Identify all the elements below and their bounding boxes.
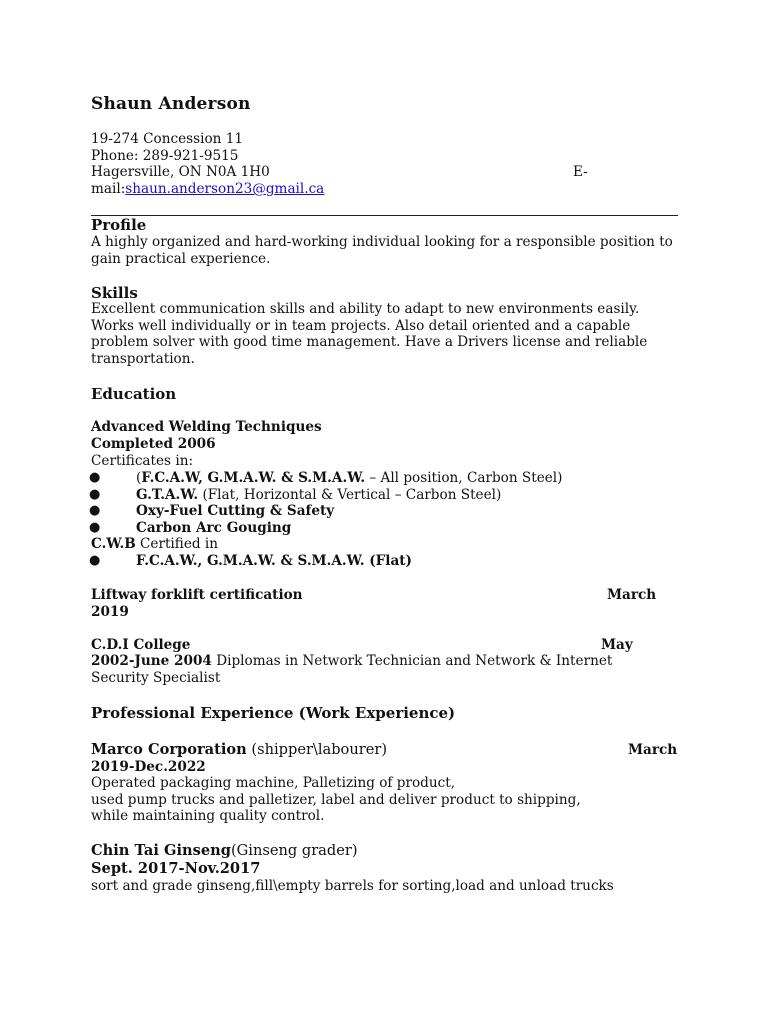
email-prefix-a: E-: [573, 164, 588, 180]
job-dates: Sept. 2017-Nov.2017: [91, 860, 261, 877]
email-line: [91, 181, 324, 198]
job-duty: while maintaining quality control.: [91, 808, 325, 824]
address: 19-274 Concession 11: [91, 131, 244, 147]
job-duty: used pump trucks and palletizer, label and deliver product to shipping,: [91, 792, 581, 808]
job-company: Marco Corporation: [91, 741, 247, 758]
college-desc: Diplomas in Network Technician and Network & Internet: [211, 653, 613, 669]
cert-name: Carbon Arc Gouging: [136, 520, 292, 536]
email-link[interactable]: shaun.anderson23@gmail.ca: [125, 181, 325, 197]
bullet: ●: [89, 470, 101, 485]
college-dates: 2002-June 2004: [91, 653, 212, 669]
profile-text: A highly organized and hard-working individual looking for a responsible position to gain practical experience.: [91, 234, 673, 267]
cert-open: (: [136, 470, 142, 486]
skills-text: Excellent communication skills and ability to adapt to new environments easily. Works well individually or in team projects. Also detail oriented and a capable problem solver with good time management. Have a Drivers license and reliable transportation.: [91, 301, 648, 367]
email-prefix-b: mail:: [91, 181, 126, 197]
cert-name: Oxy-Fuel Cutting & Safety: [136, 503, 335, 519]
skills-heading: Skills: [91, 284, 138, 302]
cert-detail: (Flat, Horizontal & Vertical – Carbon Steel): [198, 487, 502, 503]
job-title-line: [91, 842, 358, 859]
job-duty: Operated packaging machine, Palletizing of product,: [91, 775, 456, 791]
cwb-label: C.W.B: [91, 536, 136, 552]
job-company: Chin Tai Ginseng: [91, 842, 231, 859]
profile-heading: Profile: [91, 216, 147, 234]
education-heading: Education: [91, 385, 177, 403]
job-month: March: [628, 742, 678, 758]
cwb-cert: F.C.A.W., G.M.A.W. & S.M.A.W. (Flat): [136, 553, 412, 569]
cert-name: G.T.A.W.: [136, 487, 199, 503]
forklift-title: Liftway forklift certification: [91, 587, 303, 603]
forklift-year: 2019: [91, 604, 129, 620]
welding-title: Advanced Welding Techniques: [91, 419, 322, 435]
experience-heading: Professional Experience (Work Experience): [91, 704, 456, 722]
job-role: (shipper\labourer): [246, 741, 388, 758]
cert-name: F.C.A.W, G.M.A.W. & S.M.A.W.: [141, 470, 366, 486]
college-desc-cont: Security Specialist: [91, 670, 221, 686]
job-role: (Ginseng grader): [230, 842, 358, 859]
bullet: ●: [89, 503, 101, 518]
college-dates-line: [91, 653, 612, 670]
job-duty: sort and grade ginseng,fill\empty barrels for sorting,load and unload trucks: [91, 878, 614, 894]
bullet: ●: [89, 520, 101, 535]
job-dates: 2019-Dec.2022: [91, 759, 206, 775]
welding-completed: Completed 2006: [91, 436, 216, 452]
bullet: ●: [89, 553, 101, 568]
job-title-line: [91, 741, 387, 758]
college-month: May: [601, 637, 633, 653]
cwb-line: [91, 536, 218, 553]
cert-detail: – All position, Carbon Steel): [365, 470, 563, 486]
header-divider: [91, 215, 678, 216]
college-title: C.D.I College: [91, 637, 191, 653]
phone: Phone: 289-921-9515: [91, 148, 239, 164]
bullet: ●: [89, 487, 101, 502]
forklift-month: March: [607, 587, 657, 603]
certificates-intro: Certificates in:: [91, 453, 194, 469]
city: Hagersville, ON N0A 1H0: [91, 164, 270, 180]
cwb-text: Certified in: [135, 536, 219, 552]
candidate-name: Shaun Anderson: [91, 94, 251, 114]
